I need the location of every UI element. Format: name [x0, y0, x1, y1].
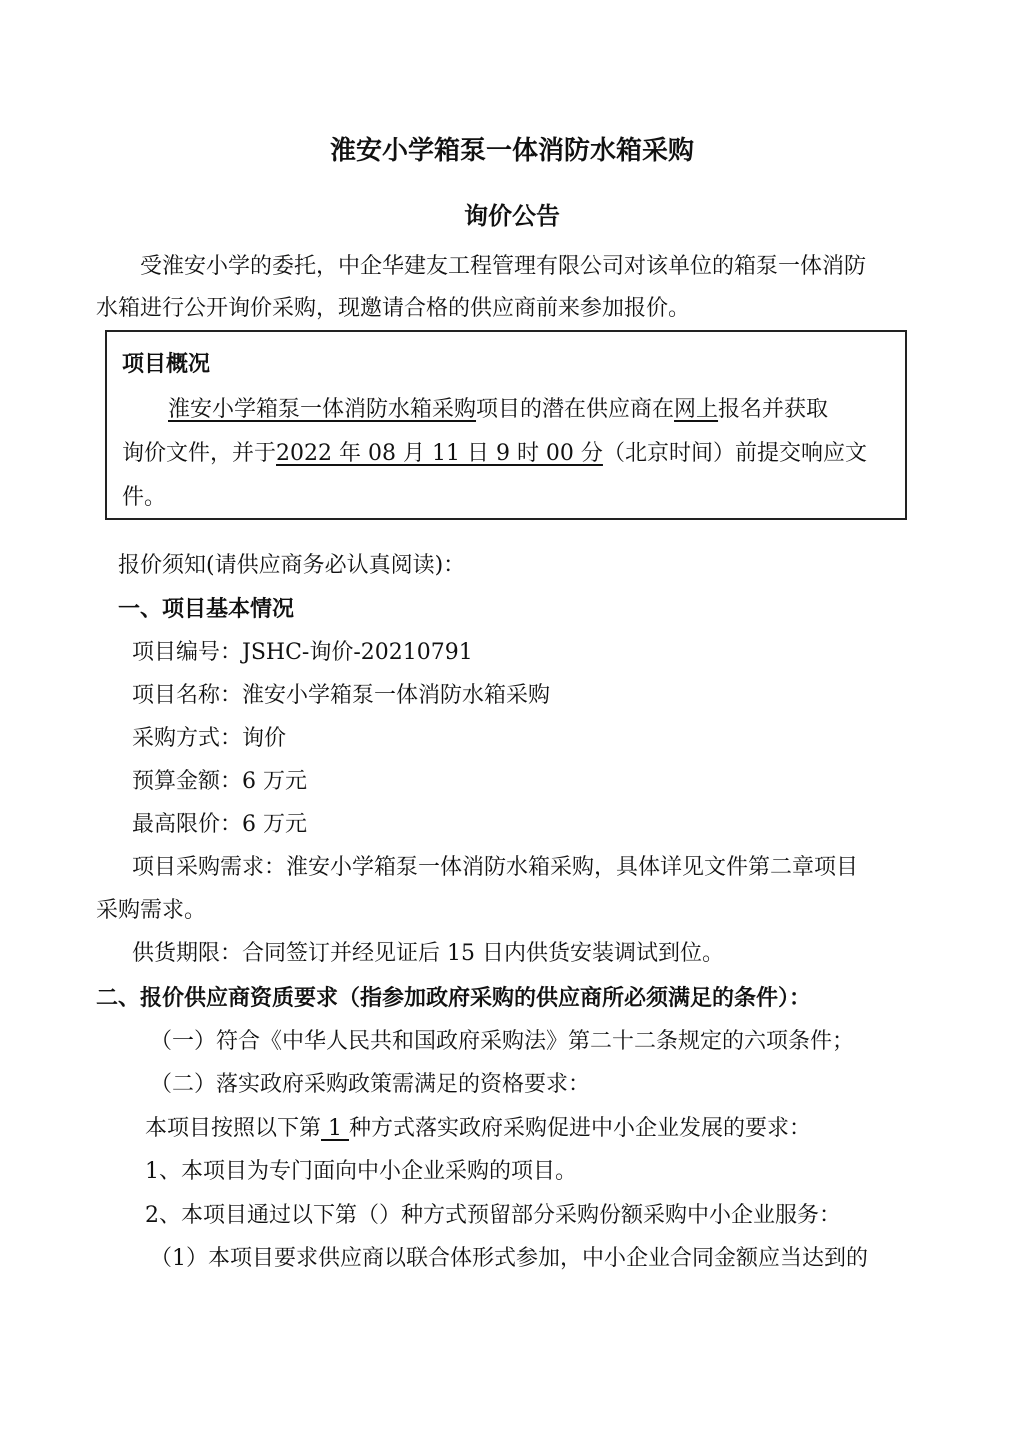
policy-suffix: 种方式落实政府采购促进中小企业发展的要求：	[349, 1116, 812, 1141]
option-2-1: （1）本项目要求供应商以联合体形式参加，中小企业合同金额应当达到的	[150, 1246, 868, 1271]
online-link[interactable]: 网上	[674, 397, 719, 422]
notice-line: 报价须知(请供应商务必认真阅读)：	[118, 553, 466, 578]
option-2: 2、本项目通过以下第（）种方式预留部分采购份额采购中小企业服务：	[145, 1203, 841, 1228]
qualification-item-1: （一）符合《中华人民共和国政府采购法》第二十二条规定的六项条件；	[150, 1029, 855, 1054]
intro-line-1: 受淮安小学的委托，中企华建友工程管理有限公司对该单位的箱泵一体消防	[140, 254, 867, 279]
requirement-line-2: 采购需求。	[96, 898, 207, 923]
procurement-method: 采购方式：询价	[132, 726, 287, 751]
overview-project-name: 淮安小学箱泵一体消防水箱采购	[168, 397, 477, 422]
max-price: 最高限价：6 万元	[132, 812, 307, 837]
policy-prefix: 本项目按照以下第	[145, 1116, 322, 1141]
delivery-period: 供货期限：合同签订并经见证后 15 日内供货安装调试到位。	[132, 941, 724, 966]
policy-line	[145, 1116, 811, 1142]
overview-line-3: 件。	[122, 485, 167, 510]
section1-heading: 一、项目基本情况	[118, 596, 295, 622]
policy-number: 1	[321, 1116, 349, 1141]
project-overview-box	[105, 330, 907, 520]
overview-line-2	[122, 441, 867, 467]
option-1: 1、本项目为专门面向中小企业采购的项目。	[145, 1159, 577, 1184]
overview-deadline: 2022 年 08 月 11 日 9 时 00 分	[276, 441, 603, 466]
overview-text-3: 询价文件，并于	[122, 441, 277, 466]
overview-text-4: （北京时间）前提交响应文	[602, 441, 867, 466]
intro-line-2: 水箱进行公开询价采购，现邀请合格的供应商前来参加报价。	[96, 296, 691, 321]
budget-amount: 预算金额：6 万元	[132, 769, 307, 794]
overview-text-2: 报名并获取	[718, 397, 829, 422]
section2-heading: 二、报价供应商资质要求（指参加政府采购的供应商所必须满足的条件）：	[96, 985, 812, 1011]
overview-heading: 项目概况	[122, 351, 211, 377]
project-number: 项目编号：JSHC-询价-20210791	[132, 640, 473, 665]
requirement-line-1: 项目采购需求：淮安小学箱泵一体消防水箱采购，具体详见文件第二章项目	[132, 855, 859, 880]
document-title: 淮安小学箱泵一体消防水箱采购	[329, 136, 694, 166]
project-name: 项目名称：淮安小学箱泵一体消防水箱采购	[132, 683, 551, 708]
document-subtitle: 询价公告	[464, 201, 560, 230]
qualification-item-2: （二）落实政府采购政策需满足的资格要求：	[150, 1072, 591, 1097]
overview-text-1: 项目的潜在供应商在	[476, 397, 675, 422]
overview-line-1	[168, 397, 828, 423]
